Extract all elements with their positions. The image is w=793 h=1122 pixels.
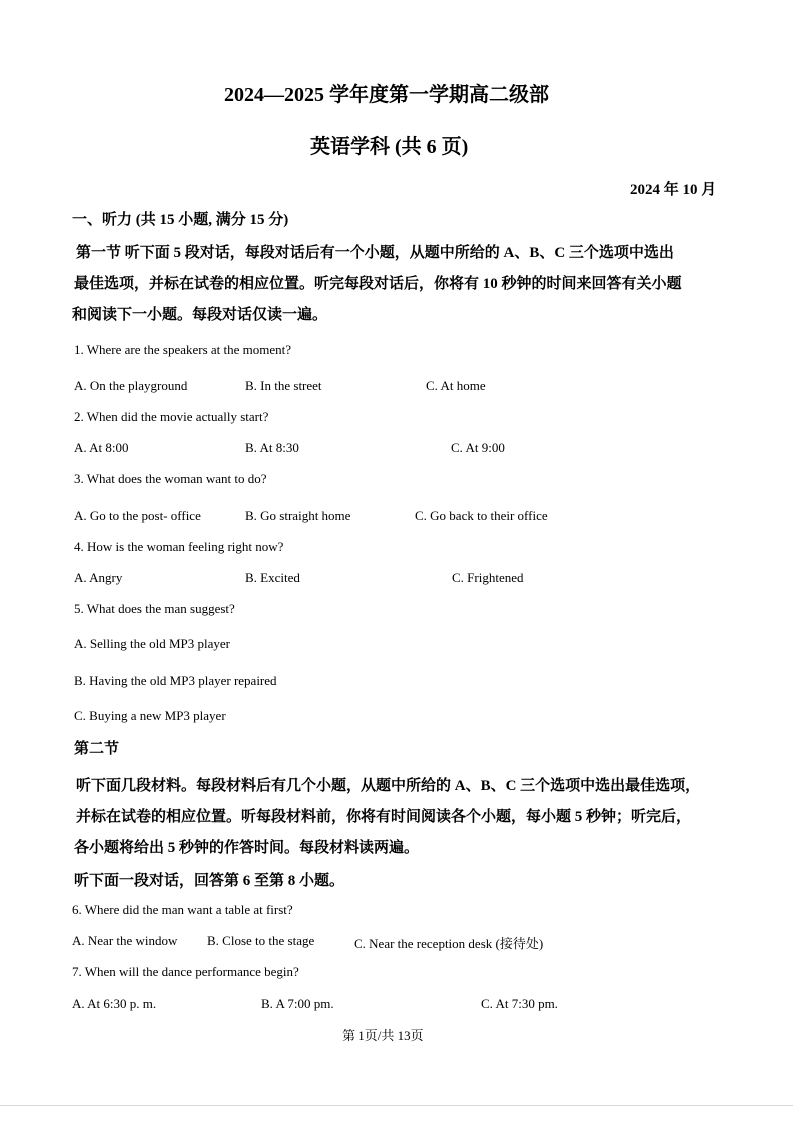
instruction-line: 各小题将给出 5 秒钟的作答时间。每段材料读两遍。 xyxy=(74,840,420,856)
option-b: B. Having the old MP3 player repaired xyxy=(74,673,277,688)
option-a: A. Near the window xyxy=(72,933,178,948)
option-b: B. Excited xyxy=(245,570,300,585)
option-c: C. At home xyxy=(426,378,486,393)
question-stem: 3. What does the woman want to do? xyxy=(74,471,267,486)
instruction-line: 并标在试卷的相应位置。听每段材料前，你将有时间阅读各个小题，每小题 5 秒钟；听完后， xyxy=(76,809,692,825)
instruction-line: 最佳选项，并标在试卷的相应位置。听完每段对话后，你将有 10 秒钟的时间来回答有关小题 xyxy=(74,276,682,292)
instruction-line: 和阅读下一小题。每段对话仅读一遍。 xyxy=(72,307,328,323)
option-b: B. Go straight home xyxy=(245,508,351,523)
dialog-intro: 听下面一段对话，回答第 6 至第 8 小题。 xyxy=(74,873,345,889)
option-b: B. A 7:00 pm. xyxy=(261,996,334,1011)
instruction-line: 第一节 听下面 5 段对话，每段对话后有一个小题，从题中所给的 A、B、C 三个选项中选出 xyxy=(76,245,674,261)
page-title: 2024—2025 学年度第一学期高二级部 xyxy=(224,84,549,106)
option-c: C. Go back to their office xyxy=(415,508,548,523)
option-a: A. Go to the post- office xyxy=(74,508,201,523)
option-c: C. Near the reception desk (接待处) xyxy=(354,936,544,951)
option-c: C. Buying a new MP3 player xyxy=(74,708,226,723)
option-b: B. Close to the stage xyxy=(207,933,315,948)
option-a: A. At 6:30 p. m. xyxy=(72,996,157,1011)
option-a: A. At 8:00 xyxy=(74,440,129,455)
section-heading: 一、听力 (共 15 小题, 满分 15 分) xyxy=(72,212,289,228)
page-indicator: 第 1页/共 13页 xyxy=(342,1028,424,1043)
page-subtitle: 英语学科 (共 6 页) xyxy=(310,136,469,158)
question-stem: 6. Where did the man want a table at first? xyxy=(72,902,293,917)
option-b: B. At 8:30 xyxy=(245,440,299,455)
question-stem: 7. When will the dance performance begin? xyxy=(72,964,299,979)
option-c: C. Frightened xyxy=(452,570,524,585)
option-a: A. Angry xyxy=(74,570,123,585)
exam-date: 2024 年 10 月 xyxy=(630,182,717,198)
option-c: C. At 7:30 pm. xyxy=(481,996,558,1011)
option-a: A. Selling the old MP3 player xyxy=(74,636,230,651)
option-c: C. At 9:00 xyxy=(451,440,505,455)
question-stem: 1. Where are the speakers at the moment? xyxy=(74,342,292,357)
instruction-line: 听下面几段材料。每段材料后有几个小题，从题中所给的 A、B、C 三个选项中选出最佳选项， xyxy=(76,778,701,794)
question-stem: 5. What does the man suggest? xyxy=(74,601,235,616)
question-stem: 2. When did the movie actually start? xyxy=(74,409,269,424)
option-a: A. On the playground xyxy=(74,378,188,393)
question-stem: 4. How is the woman feeling right now? xyxy=(74,539,284,554)
page-bottom-divider xyxy=(0,1105,793,1106)
option-b: B. In the street xyxy=(245,378,322,393)
part2-heading: 第二节 xyxy=(74,741,120,757)
